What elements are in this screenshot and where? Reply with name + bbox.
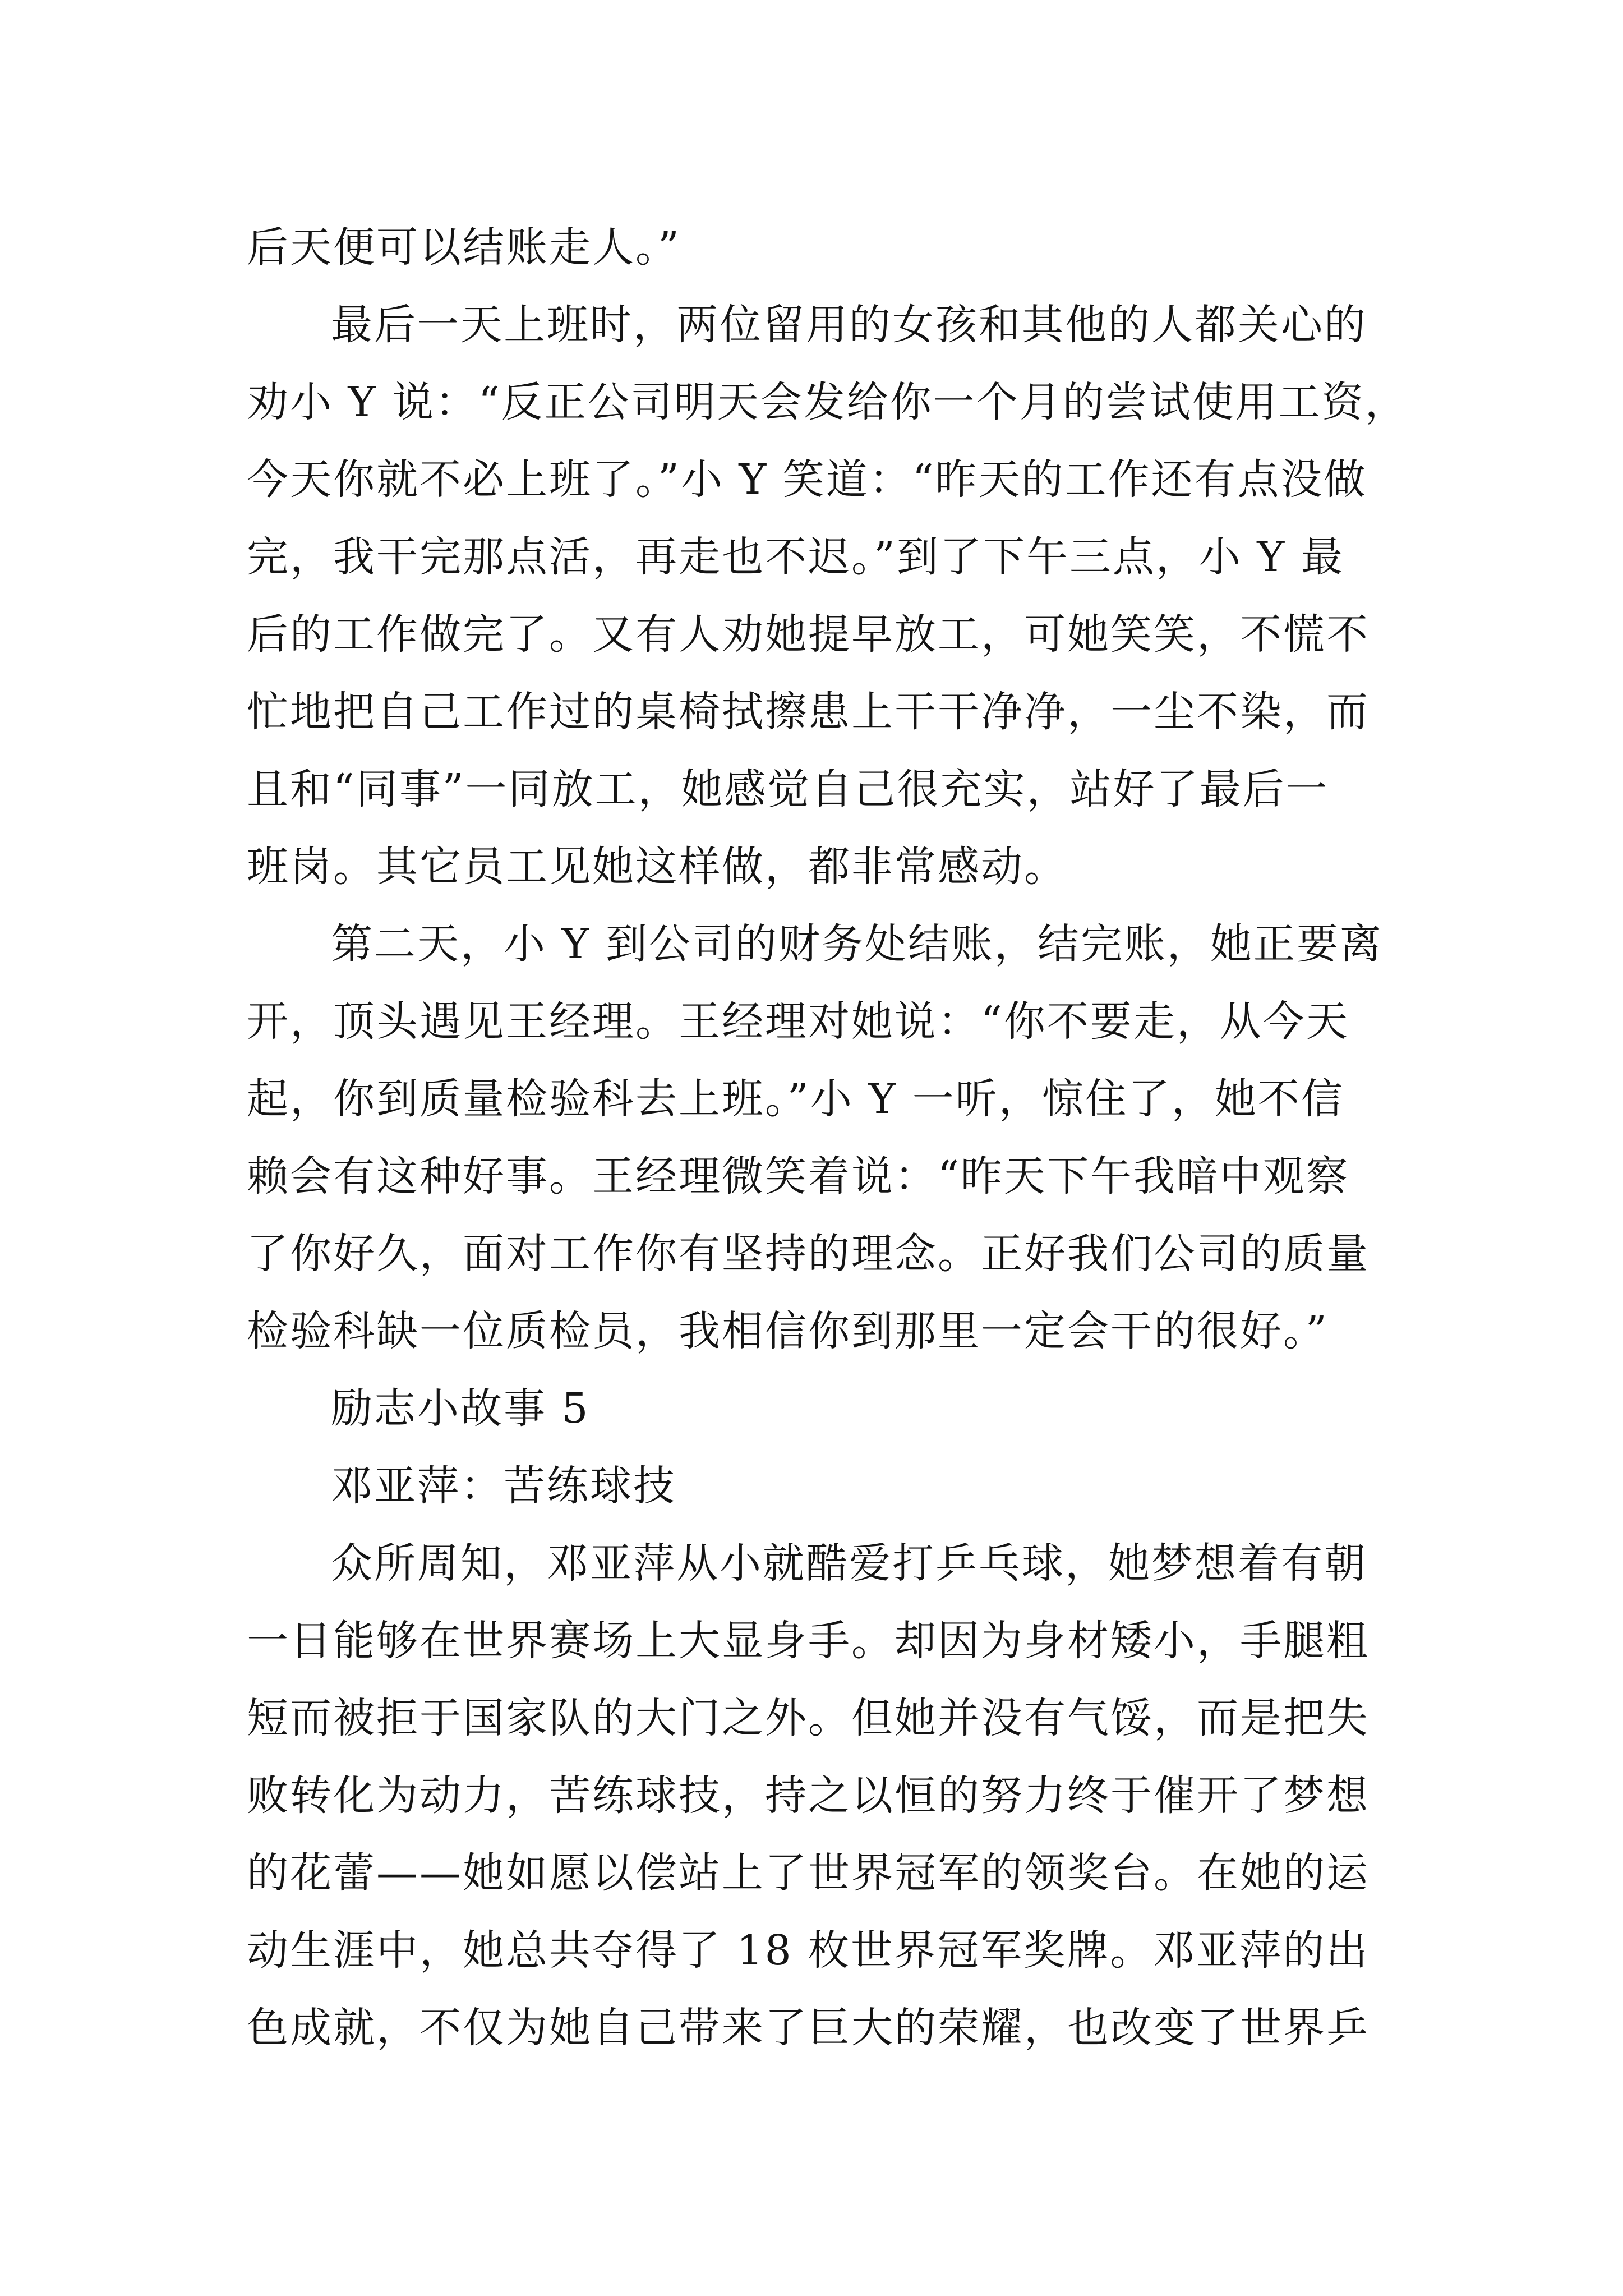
text-line: 第二天，小 Y 到公司的财务处结账，结完账，她正要离 <box>331 920 1383 968</box>
text-line: 检验科缺一位质检员，我相信你到那里一定会干的很好。” <box>247 1307 1329 1355</box>
text-line: 一日能够在世界赛场上大显身手。却因为身材矮小，手腿粗 <box>247 1617 1370 1665</box>
text-line: 色成就，不仅为她自己带来了巨大的荣耀，也改变了世界乒 <box>247 2004 1370 2052</box>
text-line: 了你好久，面对工作你有坚持的理念。正好我们公司的质量 <box>247 1230 1370 1278</box>
text-line: 短而被拒于国家队的大门之外。但她并没有气馁，而是把失 <box>247 1694 1370 1742</box>
text-line: 开，顶头遇见王经理。王经理对她说：“你不要走，从今天 <box>247 997 1349 1046</box>
text-line: 且和“同事”一同放工，她感觉自己很充实，站好了最后一 <box>247 765 1329 813</box>
text-line: 忙地把自己工作过的桌椅拭擦患上干干净净，一尘不染，而 <box>247 688 1370 736</box>
text-line: 完，我干完那点活，再走也不迟。”到了下午三点，小 Y 最 <box>247 533 1344 581</box>
text-line: 动生涯中，她总共夺得了 18 枚世界冠军奖牌。邓亚萍的出 <box>247 1926 1370 1975</box>
section-heading: 励志小故事 5 <box>331 1384 590 1433</box>
text-line: 后的工作做完了。又有人劝她提早放工，可她笑笑，不慌不 <box>247 610 1370 659</box>
text-line: 今天你就不必上班了。”小 Y 笑道：“昨天的工作还有点没做 <box>247 455 1367 504</box>
text-line: 的花蕾——她如愿以偿站上了世界冠军的领奖台。在她的运 <box>247 1849 1370 1897</box>
text-line: 败转化为动力，苦练球技，持之以恒的努力终于催开了梦想 <box>247 1772 1370 1820</box>
text-line: 班岗。其它员工见她这样做，都非常感动。 <box>247 843 1067 891</box>
text-line: 赖会有这种好事。王经理微笑着说：“昨天下午我暗中观察 <box>247 1152 1349 1200</box>
story-title: 邓亚萍：苦练球技 <box>331 1462 676 1510</box>
text-line: 最后一天上班时，两位留用的女孩和其他的人都关心的 <box>331 301 1367 349</box>
text-line: 劝小 Y 说：“反正公司明天会发给你一个月的尝试使用工资， <box>247 378 1408 426</box>
text-line: 众所周知，邓亚萍从小就酷爱打乒乓球，她梦想着有朝 <box>331 1539 1367 1588</box>
text-line: 起，你到质量检验科去上班。”小 Y 一听，惊住了，她不信 <box>247 1075 1344 1123</box>
text-line: 后天便可以结账走人。” <box>247 223 681 272</box>
document-body <box>247 209 1408 2067</box>
